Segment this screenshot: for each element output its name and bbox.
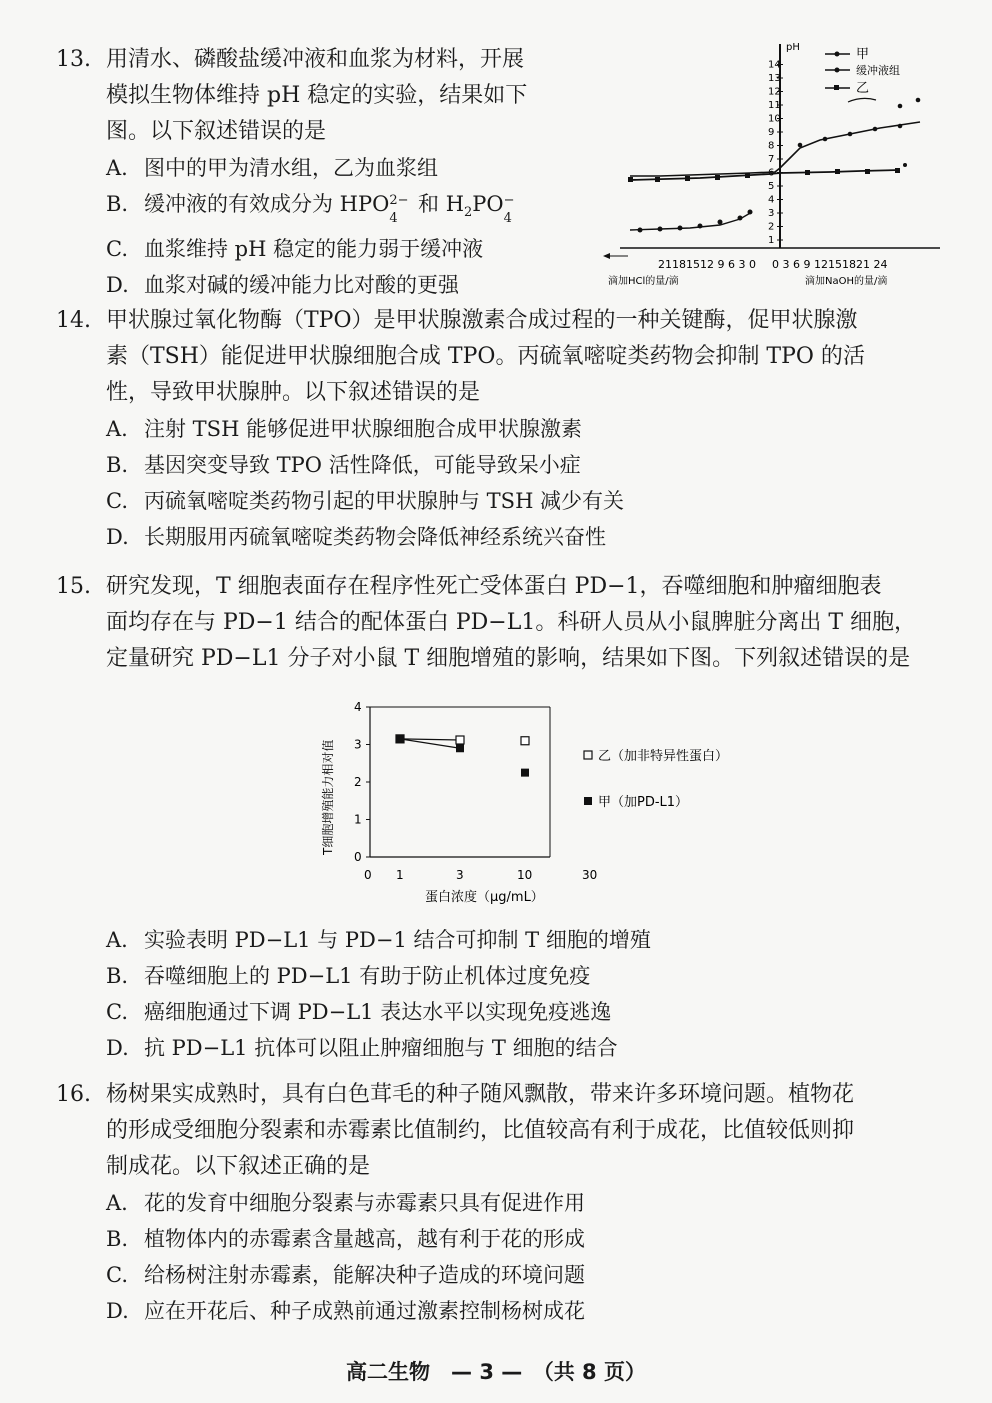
y-tick-label: 3 xyxy=(768,208,775,219)
y-axis-label: pH xyxy=(786,42,800,53)
question-number: 15. xyxy=(56,574,91,599)
data-point-jia xyxy=(521,769,529,777)
chart-legend xyxy=(584,748,728,810)
option-d: D. 应在开花后、种子成熟前通过激素控制杨树成花 xyxy=(106,1299,585,1323)
x-ticks-right: 0 3 6 9 12151821 24 xyxy=(772,258,888,271)
option-b: B. 吞噬细胞上的 PD−L1 有助于防止机体过度免疫 xyxy=(106,964,591,988)
t-cell-proliferation-chart xyxy=(310,695,790,915)
option-b: B. 缓冲液的有效成分为 HPO 2− 4 和 $H_2PO$ − 4 xyxy=(106,192,515,226)
question-stem: 甲状腺过氧化物酶（TPO）是甲状腺激素合成过程的一种关键酶，促甲状腺激 素（TSH）能促进甲状腺细胞合成 TPO。丙硫氧嘧啶类药物会抑制 TPO 的活 性，导致甲状腺肿。以下叙述错误的是 xyxy=(106,308,865,405)
question-15-options xyxy=(56,922,956,1066)
question-stem: 用清水、磷酸盐缓冲液和血浆为材料，开展 模拟生物体维持 pH 稳定的实验，结果如下 图。以下叙述错误的是 xyxy=(106,47,528,144)
data-point-jia xyxy=(396,735,404,743)
y-tick-label: 0 xyxy=(354,850,362,864)
option-c: C. 给杨树注射赤霉素，能解决种子造成的环境问题 xyxy=(106,1263,585,1287)
y-tick-label: 4 xyxy=(354,700,362,714)
y-tick-label: 8 xyxy=(768,140,775,152)
option-a: A. 花的发育中细胞分裂素与赤霉素只具有促进作用 xyxy=(106,1191,585,1215)
y-tick-label: 2 xyxy=(768,221,775,233)
y-tick-label: 2 xyxy=(354,775,362,789)
x-axis-title: 蛋白浓度（μg/mL） xyxy=(425,890,544,905)
series-jia-acid-line xyxy=(630,212,752,230)
option-c: C. 血浆维持 pH 稳定的能力弱于缓冲液 xyxy=(106,237,484,262)
x-tick-label: 3 xyxy=(456,868,464,882)
legend-label-yi: 乙（加非特异性蛋白） xyxy=(598,749,729,764)
question-stem: 研究发现，T 细胞表面存在程序性死亡受体蛋白 PD−1，吞噬细胞和肿瘤细胞表 面均存在与 PD−1 结合的配体蛋白 PD−L1。科研人员从小鼠脾脏分离出 T 细胞， 定量研究 PD−L1 分子对小鼠 T 细胞增殖的影响，结果如下图。下列叙述错误的是 xyxy=(106,574,916,671)
option-d: D. 抗 PD−L1 抗体可以阻止肿瘤细胞与 T 细胞的结合 xyxy=(106,1036,618,1060)
left-arrow-head xyxy=(603,253,610,259)
legend-marker-jia xyxy=(584,797,592,805)
x-tick-label: 30 xyxy=(582,868,598,882)
option-c: C. 丙硫氧嘧啶类药物引起的甲状腺肿与 TSH 减少有关 xyxy=(106,489,625,513)
question-14 xyxy=(56,303,956,555)
option-a: A. 实验表明 PD−L1 与 PD−1 结合可抑制 T 细胞的增殖 xyxy=(106,928,651,952)
question-stem: 杨树果实成熟时，具有白色茸毛的种子随风飘散，带来许多环境问题。植物花 的形成受细胞分裂素和赤霉素比值制约，比值较高有利于成花，比值较低则抑 制成花。以下叙述正确的是 xyxy=(106,1082,855,1179)
svg-text:乙: 乙 xyxy=(856,81,870,96)
y-tick-label: 9 xyxy=(768,127,775,138)
y-tick-label: 4 xyxy=(768,194,775,206)
svg-text:缓冲液组: 缓冲液组 xyxy=(856,64,900,77)
x-label-left: 滴加HCl的量/滴 xyxy=(608,276,679,287)
question-number: 13. xyxy=(56,47,91,72)
option-c: C. 癌细胞通过下调 PD−L1 表达水平以实现免疫逃逸 xyxy=(106,1000,612,1024)
option-d: D. 血浆对碱的缓冲能力比对酸的更强 xyxy=(106,273,459,298)
option-d: D. 长期服用丙硫氧嘧啶类药物会降低神经系统兴奋性 xyxy=(106,525,606,549)
page-footer: 高二生物 — 3 — （共 8 页） xyxy=(346,1360,646,1384)
y-tick-label: 10 xyxy=(768,113,781,125)
chart-marks xyxy=(396,735,529,777)
y-tick-label: 12 xyxy=(768,86,781,98)
option-b: B. 基因突变导致 TPO 活性降低，可能导致呆小症 xyxy=(106,453,581,477)
y-tick-label: 1 xyxy=(354,812,362,827)
legend-marker-yi xyxy=(584,751,592,759)
y-tick-label: 7 xyxy=(768,154,775,165)
y-tick-label: 11 xyxy=(768,100,781,111)
question-13 xyxy=(56,42,616,303)
y-tick-label: 3 xyxy=(354,737,362,752)
y-tick-label: 14 xyxy=(768,59,781,71)
y-axis-title: T细胞增殖能力相对值 xyxy=(321,739,335,855)
ph-experiment-chart xyxy=(600,40,960,295)
data-point-jia xyxy=(456,744,464,752)
question-15 xyxy=(56,569,956,677)
question-number: 14. xyxy=(56,308,91,333)
chart-axes xyxy=(354,700,597,882)
option-a: A. 图中的甲为清水组，乙为血浆组 xyxy=(106,156,438,180)
y-tick-label: 13 xyxy=(768,73,781,84)
option-a: A. 注射 TSH 能够促进甲状腺细胞合成甲状腺激素 xyxy=(106,417,583,441)
data-point-yi xyxy=(456,736,464,744)
y-tick-label: 6 xyxy=(768,167,775,179)
y-tick-label: 5 xyxy=(768,181,775,192)
svg-text:甲: 甲 xyxy=(856,47,870,62)
x-tick-label: 10 xyxy=(517,868,533,882)
data-point-yi xyxy=(521,737,529,745)
x-ticks-left: 21181512 9 6 3 0 xyxy=(658,258,756,271)
option-b: B. 植物体内的赤霉素含量越高，越有利于花的形成 xyxy=(106,1227,585,1251)
x-label-right: 滴加NaOH的量/滴 xyxy=(805,276,888,287)
question-number: 16. xyxy=(56,1082,91,1107)
legend-label-jia: 甲（加PD-L1） xyxy=(598,795,689,810)
x-tick-label: 1 xyxy=(396,868,404,882)
x-tick-label: 0 xyxy=(364,868,372,882)
y-tick-label: 1 xyxy=(768,235,775,246)
chart-legend xyxy=(825,47,900,102)
question-16 xyxy=(56,1077,956,1329)
